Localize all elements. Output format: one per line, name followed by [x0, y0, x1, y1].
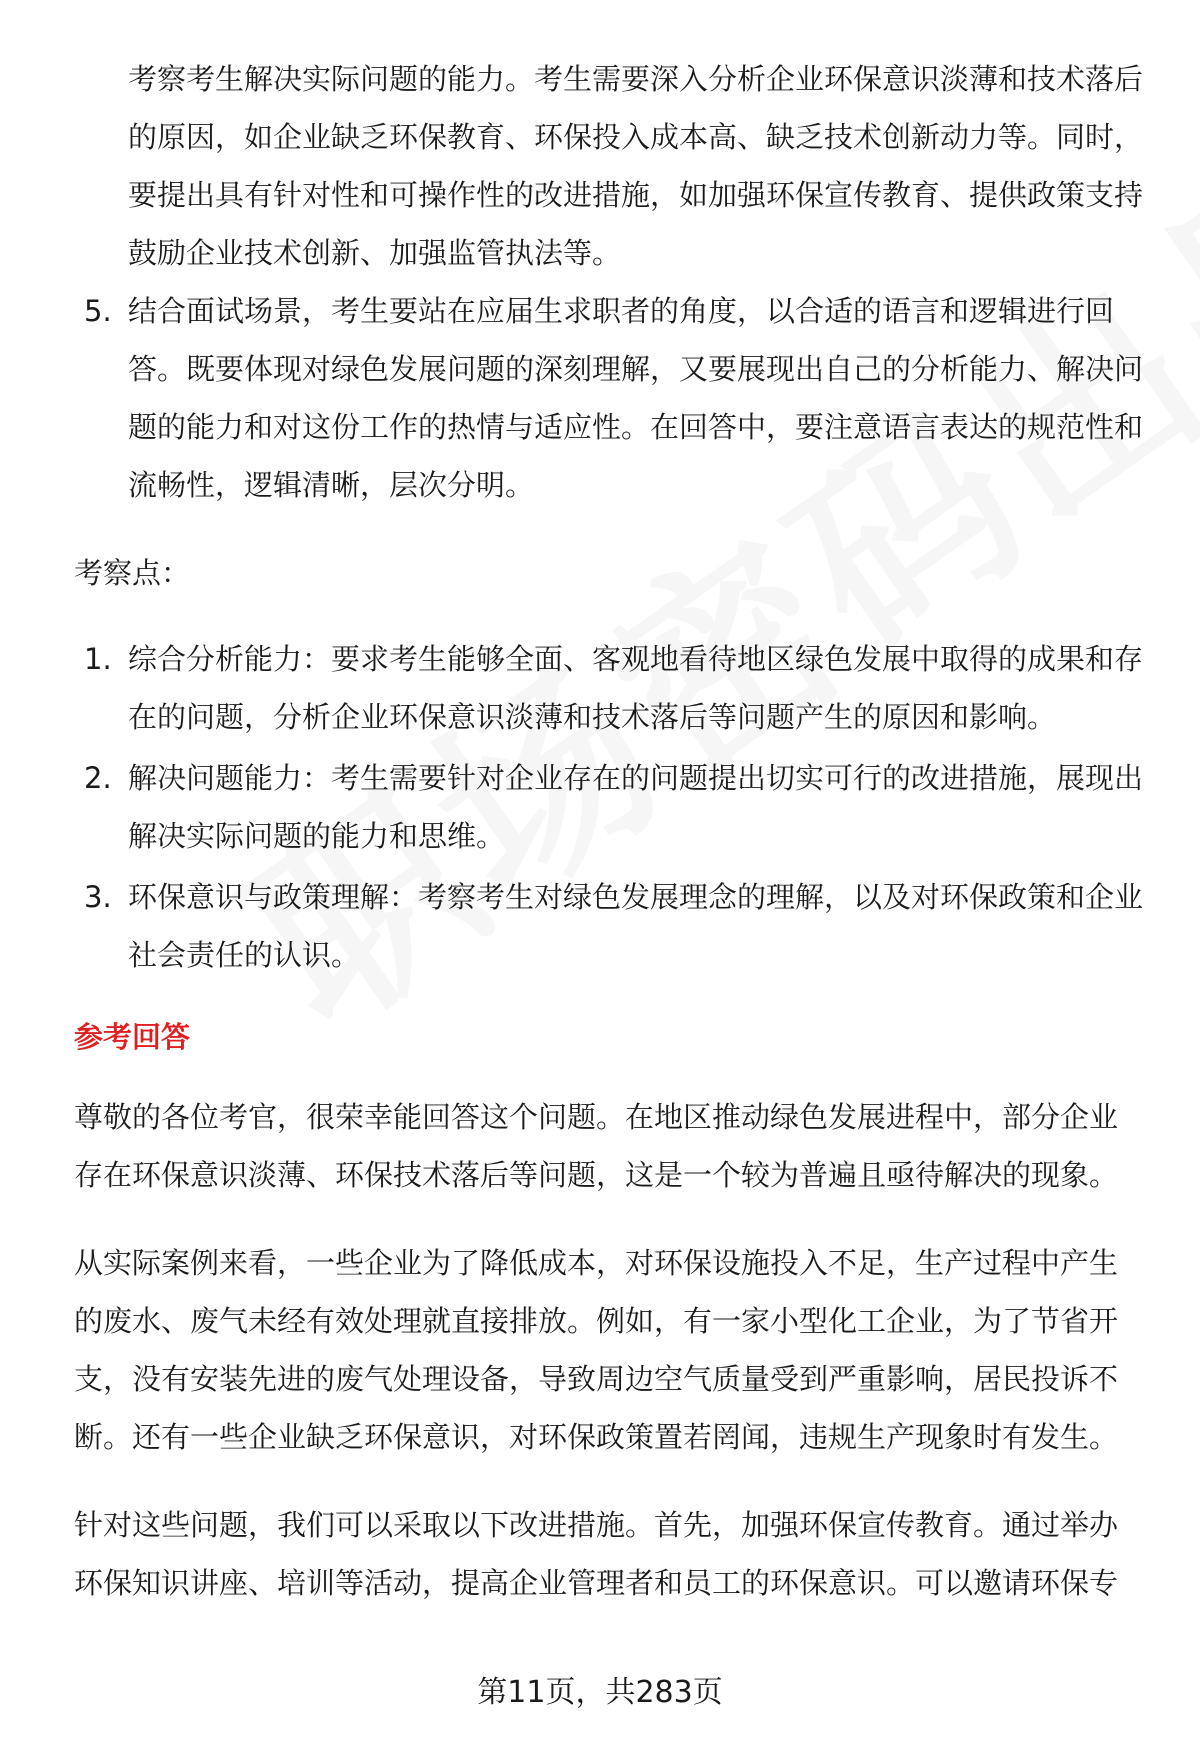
list-item [74, 630, 1144, 746]
answer-paragraph: 从实际案例来看，一些企业为了降低成本，对环保设施投入不足，生产过程中产生的废水、废气未经有效处理就直接排放。例如，有一家小型化工企业，为了节省开支，没有安装先进的废气处理设备，导致周边空气质量受到严重影响，居民投诉不断。还有一些企业缺乏环保意识，对环保政策置若罔闻，违规生产现象时有发生。 [74, 1246, 1119, 1454]
list-item [74, 868, 1144, 984]
exam-points-label: 考察点： [74, 556, 191, 590]
answer-guide-list [74, 282, 1144, 514]
list-text: 环保意识与政策理解：考察考生对绿色发展理念的理解，以及对环保政策和企业社会责任的认识。 [128, 880, 1144, 972]
document-body [74, 50, 1144, 1642]
list-number: 3. [84, 880, 112, 914]
list-number: 5. [84, 294, 112, 328]
list-text: 结合面试场景，考生要站在应届生求职者的角度，以合适的语言和逻辑进行回答。既要体现对绿色发展问题的深刻理解，又要展现出自己的分析能力、解决问题的能力和对这份工作的热情与适应性。在回答中，要注意语言表达的规范性和流畅性，逻辑清晰，层次分明。 [128, 294, 1144, 502]
list-item [74, 749, 1144, 865]
list-number: 2. [84, 761, 112, 795]
list-number: 1. [84, 642, 112, 676]
list-text: 解决问题能力：考生需要针对企业存在的问题提出切实可行的改进措施，展现出解决实际问题的能力和思维。 [128, 761, 1144, 853]
reference-answer-heading: 参考回答 [74, 1020, 191, 1054]
exam-points-list [74, 630, 1144, 984]
answer-paragraph: 尊敬的各位考官，很荣幸能回答这个问题。在地区推动绿色发展进程中，部分企业存在环保意识淡薄、环保技术落后等问题，这是一个较为普遍且亟待解决的现象。 [74, 1100, 1119, 1192]
answer-paragraph: 针对这些问题，我们可以采取以下改进措施。首先，加强环保宣传教育。通过举办环保知识讲座、培训等活动，提高企业管理者和员工的环保意识。可以邀请环保专 [74, 1508, 1119, 1600]
continuation-paragraph: 考察考生解决实际问题的能力。考生需要深入分析企业环保意识淡薄和技术落后的原因，如企业缺乏环保教育、环保投入成本高、缺乏技术创新动力等。同时，要提出具有针对性和可操作性的改进措施，如加强环保宣传教育、提供政策支持鼓励企业技术创新、加强监管执法等。 [128, 62, 1144, 270]
list-text: 综合分析能力：要求考生能够全面、客观地看待地区绿色发展中取得的成果和存在的问题，分析企业环保意识淡薄和技术落后等问题产生的原因和影响。 [128, 642, 1144, 734]
page-number-footer: 第11页，共283页 [477, 1675, 723, 1710]
list-item [74, 282, 1144, 514]
